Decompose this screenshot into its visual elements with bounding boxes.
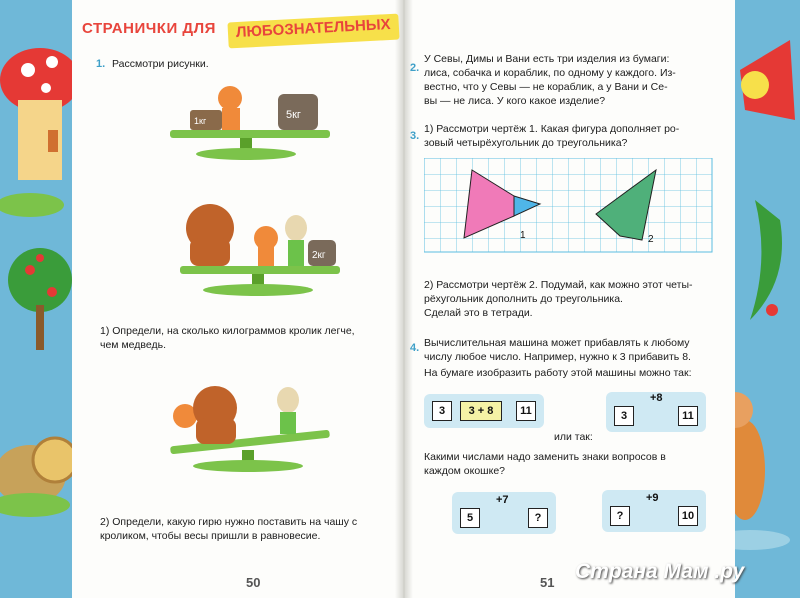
- example2-output: 11: [678, 406, 698, 426]
- task4-line3: На бумаге изобразить работу этой машины можно так:: [424, 367, 692, 379]
- task2-line3: вестно, что у Севы — не кораблик, а у Вани и Се-: [424, 81, 668, 93]
- task4-question-line2: каждом окошке?: [424, 465, 505, 477]
- left-q1-line2: чем медведь.: [100, 339, 166, 351]
- task1-text: Рассмотри рисунки.: [112, 58, 209, 70]
- task4-line1: Вычислительная машина может прибавлять к любому: [424, 337, 690, 349]
- left-q1-line1: 1) Определи, на сколько килограммов кролик легче,: [100, 325, 355, 337]
- book-gutter: [395, 0, 413, 598]
- task3-q2-line1: 2) Рассмотри чертёж 2. Подумай, как можно этот четы-: [424, 279, 693, 291]
- puzzle2-operation: +9: [646, 492, 659, 504]
- figure-1-label: 1: [520, 230, 526, 241]
- puzzle1-output: ?: [528, 508, 548, 528]
- page-number-right: 51: [540, 575, 555, 590]
- task3-line1: 1) Рассмотри чертёж 1. Какая фигура дополняет ро-: [424, 123, 680, 135]
- puzzle2-output: 10: [678, 506, 698, 526]
- task2-line2: лиса, собачка и кораблик, по одному у каждого. Из-: [424, 67, 676, 79]
- example1-input: 3: [432, 401, 452, 421]
- task2-line4: вы — не лиса. У кого какое изделие?: [424, 95, 606, 107]
- scale-illustration-2: [170, 198, 350, 298]
- puzzle1-operation: +7: [496, 494, 509, 506]
- left-q2-line1: 2) Определи, какую гирю нужно поставить на чашу с: [100, 516, 358, 528]
- header-title-part2: ЛЮБОЗНАТЕЛЬНЫХ: [227, 14, 399, 49]
- weight-2kg-label: 2кг: [312, 250, 326, 261]
- example2-operation: +8: [650, 392, 663, 404]
- puzzle2-input: ?: [610, 506, 630, 526]
- header-title-part1: СТРАНИЧКИ ДЛЯ: [82, 20, 216, 37]
- left-q2-line2: кроликом, чтобы весы пришли в равновесие.: [100, 530, 321, 542]
- scale-illustration-3: [160, 378, 340, 478]
- task4-number: 4.: [410, 342, 420, 354]
- task2-line1: У Севы, Димы и Вани есть три изделия из бумаги:: [424, 53, 670, 65]
- puzzle1-input: 5: [460, 508, 480, 528]
- example1-operation: 3 + 8: [460, 401, 502, 421]
- puzzle2-machine: [602, 490, 706, 532]
- task3-line2: зовый четырёхугольник до треугольника?: [424, 137, 628, 149]
- task3-number: 3.: [410, 130, 420, 142]
- snail: [33, 438, 77, 482]
- task3-q2-line2: рёхугольник дополнить до треугольника.: [424, 293, 623, 305]
- grid-drawing: [424, 158, 714, 253]
- example1-machine: [424, 394, 544, 428]
- page-number-left: 50: [246, 575, 261, 590]
- figure-2-label: 2: [648, 234, 654, 245]
- task1-number: 1.: [96, 58, 106, 70]
- section-header: [82, 15, 391, 44]
- task4-question-line1: Какими числами надо заменить знаки вопросов в: [424, 451, 666, 463]
- task4-line2: числу любое число. Например, нужно к 3 прибавить 8.: [424, 351, 691, 363]
- scale-illustration-1: [160, 72, 340, 162]
- weight-1kg-label: 1кг: [194, 116, 207, 126]
- watermark: Страна Мам .ру: [575, 560, 745, 583]
- task2-number: 2.: [410, 62, 420, 74]
- example2-machine: [606, 392, 706, 432]
- puzzle1-machine: [452, 492, 556, 534]
- or-text: или так:: [554, 431, 593, 443]
- example2-input: 3: [614, 406, 634, 426]
- example1-output: 11: [516, 401, 536, 421]
- weight-5kg-label: 5кг: [286, 109, 301, 121]
- task3-q2-line3: Сделай это в тетради.: [424, 307, 533, 319]
